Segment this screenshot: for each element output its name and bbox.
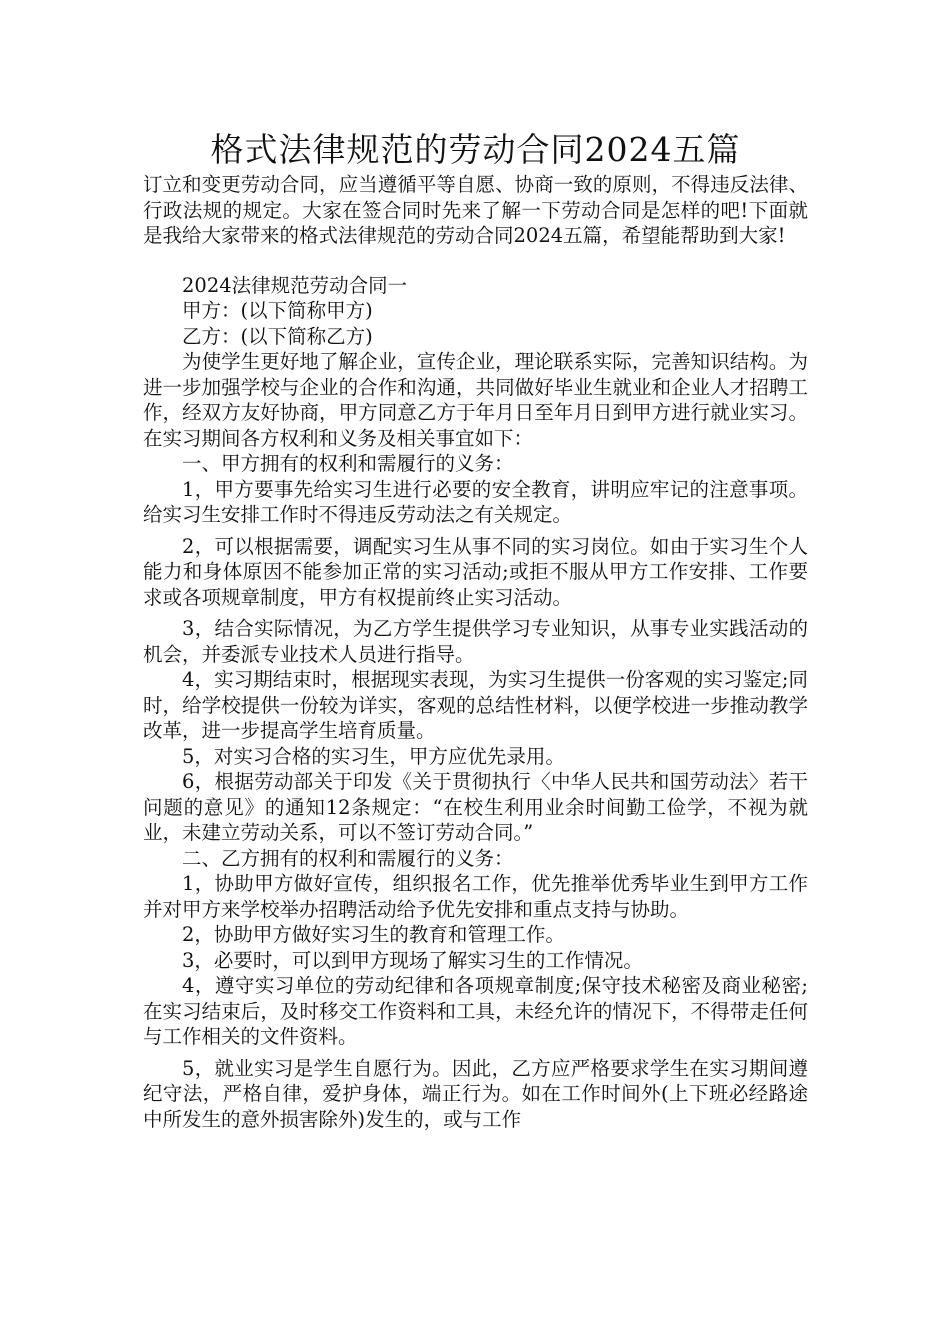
contract-heading: 2024法律规范劳动合同一 [182, 273, 408, 297]
clause-b-3: 3，必要时，可以到甲方现场了解实习生的工作情况。 [182, 948, 643, 972]
section-heading-party-b: 二、乙方拥有的权利和需履行的义务： [182, 846, 514, 870]
intro-paragraph: 订立和变更劳动合同，应当遵循平等自愿、协商一致的原则，不得违反法律、行政法规的规定。大家在签合同时先来了解一下劳动合同是怎样的吧!下面就是我给大家带来的格式法律规范的劳动合同2024五篇，希望能帮助到大家! [143, 173, 808, 247]
clause-b-5: 5，就业实习是学生自愿行为。因此，乙方应严格要求学生在实习期间遵纪守法，严格自律，爱护身体，端正行为。如在工作时间外(上下班必经路途中所发生的意外损害除外)发生的，或与工作 [143, 1056, 808, 1131]
clause-a-5: 5，对实习合格的实习生，甲方应优先录用。 [182, 744, 565, 768]
section-spacer [143, 249, 808, 273]
clause-a-2: 2，可以根据需要，调配实习生从事不同的实习岗位。如由于实习生个人能力和身体原因不能参加正常的实习活动;或拒不服从甲方工作安排、工作要求或各项规章制度，甲方有权提前终止实习活动。 [143, 534, 808, 609]
clause-b-1: 1，协助甲方做好宣传，组织报名工作，优先推举优秀毕业生到甲方工作并对甲方来学校举办招聘活动给予优先安排和重点支持与协助。 [143, 872, 808, 921]
document-page [143, 128, 808, 1132]
preamble-paragraph: 为使学生更好地了解企业，宣传企业，理论联系实际，完善知识结构。为进一步加强学校与企业的合作和沟通，共同做好毕业生就业和企业人才招聘工作，经双方友好协商，甲方同意乙方于年月日至年月日到甲方进行就业实习。在实习期间各方权利和义务及相关事宜如下： [143, 350, 808, 450]
clause-a-6: 6，根据劳动部关于印发《关于贯彻执行〈中华人民共和国劳动法〉若干问题的意见》的通知12条规定：“在校生利用业余时间勤工俭学，不视为就业，未建立劳动关系，可以不签订劳动合同。” [143, 770, 808, 844]
clause-a-1: 1，甲方要事先给实习生进行必要的安全教育，讲明应牢记的注意事项。给实习生安排工作时不得违反劳动法之有关规定。 [143, 477, 808, 526]
clause-b-2: 2，协助甲方做好实习生的教育和管理工作。 [182, 923, 565, 946]
clause-b-4: 4，遵守实习单位的劳动纪律和各项规章制度;保守技术秘密及商业秘密;在实习结束后，及时移交工作资料和工具，未经允许的情况下，不得带走任何与工作相关的文件资料。 [143, 974, 808, 1048]
party-a-line: 甲方：(以下简称甲方) [182, 299, 373, 322]
clause-a-4: 4，实习期结束时，根据现实表现，为实习生提供一份客观的实习鉴定;同时，给学校提供一份较为详实，客观的总结性材料，以便学校进一步推动教学改革，进一步提高学生培育质量。 [143, 668, 808, 742]
clause-a-3: 3，结合实际情况，为乙方学生提供学习专业知识，从事专业实践活动的机会，并委派专业技术人员进行指导。 [143, 617, 808, 666]
section-heading-party-a: 一、甲方拥有的权利和需履行的义务： [182, 452, 514, 475]
party-b-line: 乙方：(以下简称乙方) [182, 324, 373, 348]
document-title: 格式法律规范的劳动合同2024五篇 [210, 130, 741, 169]
